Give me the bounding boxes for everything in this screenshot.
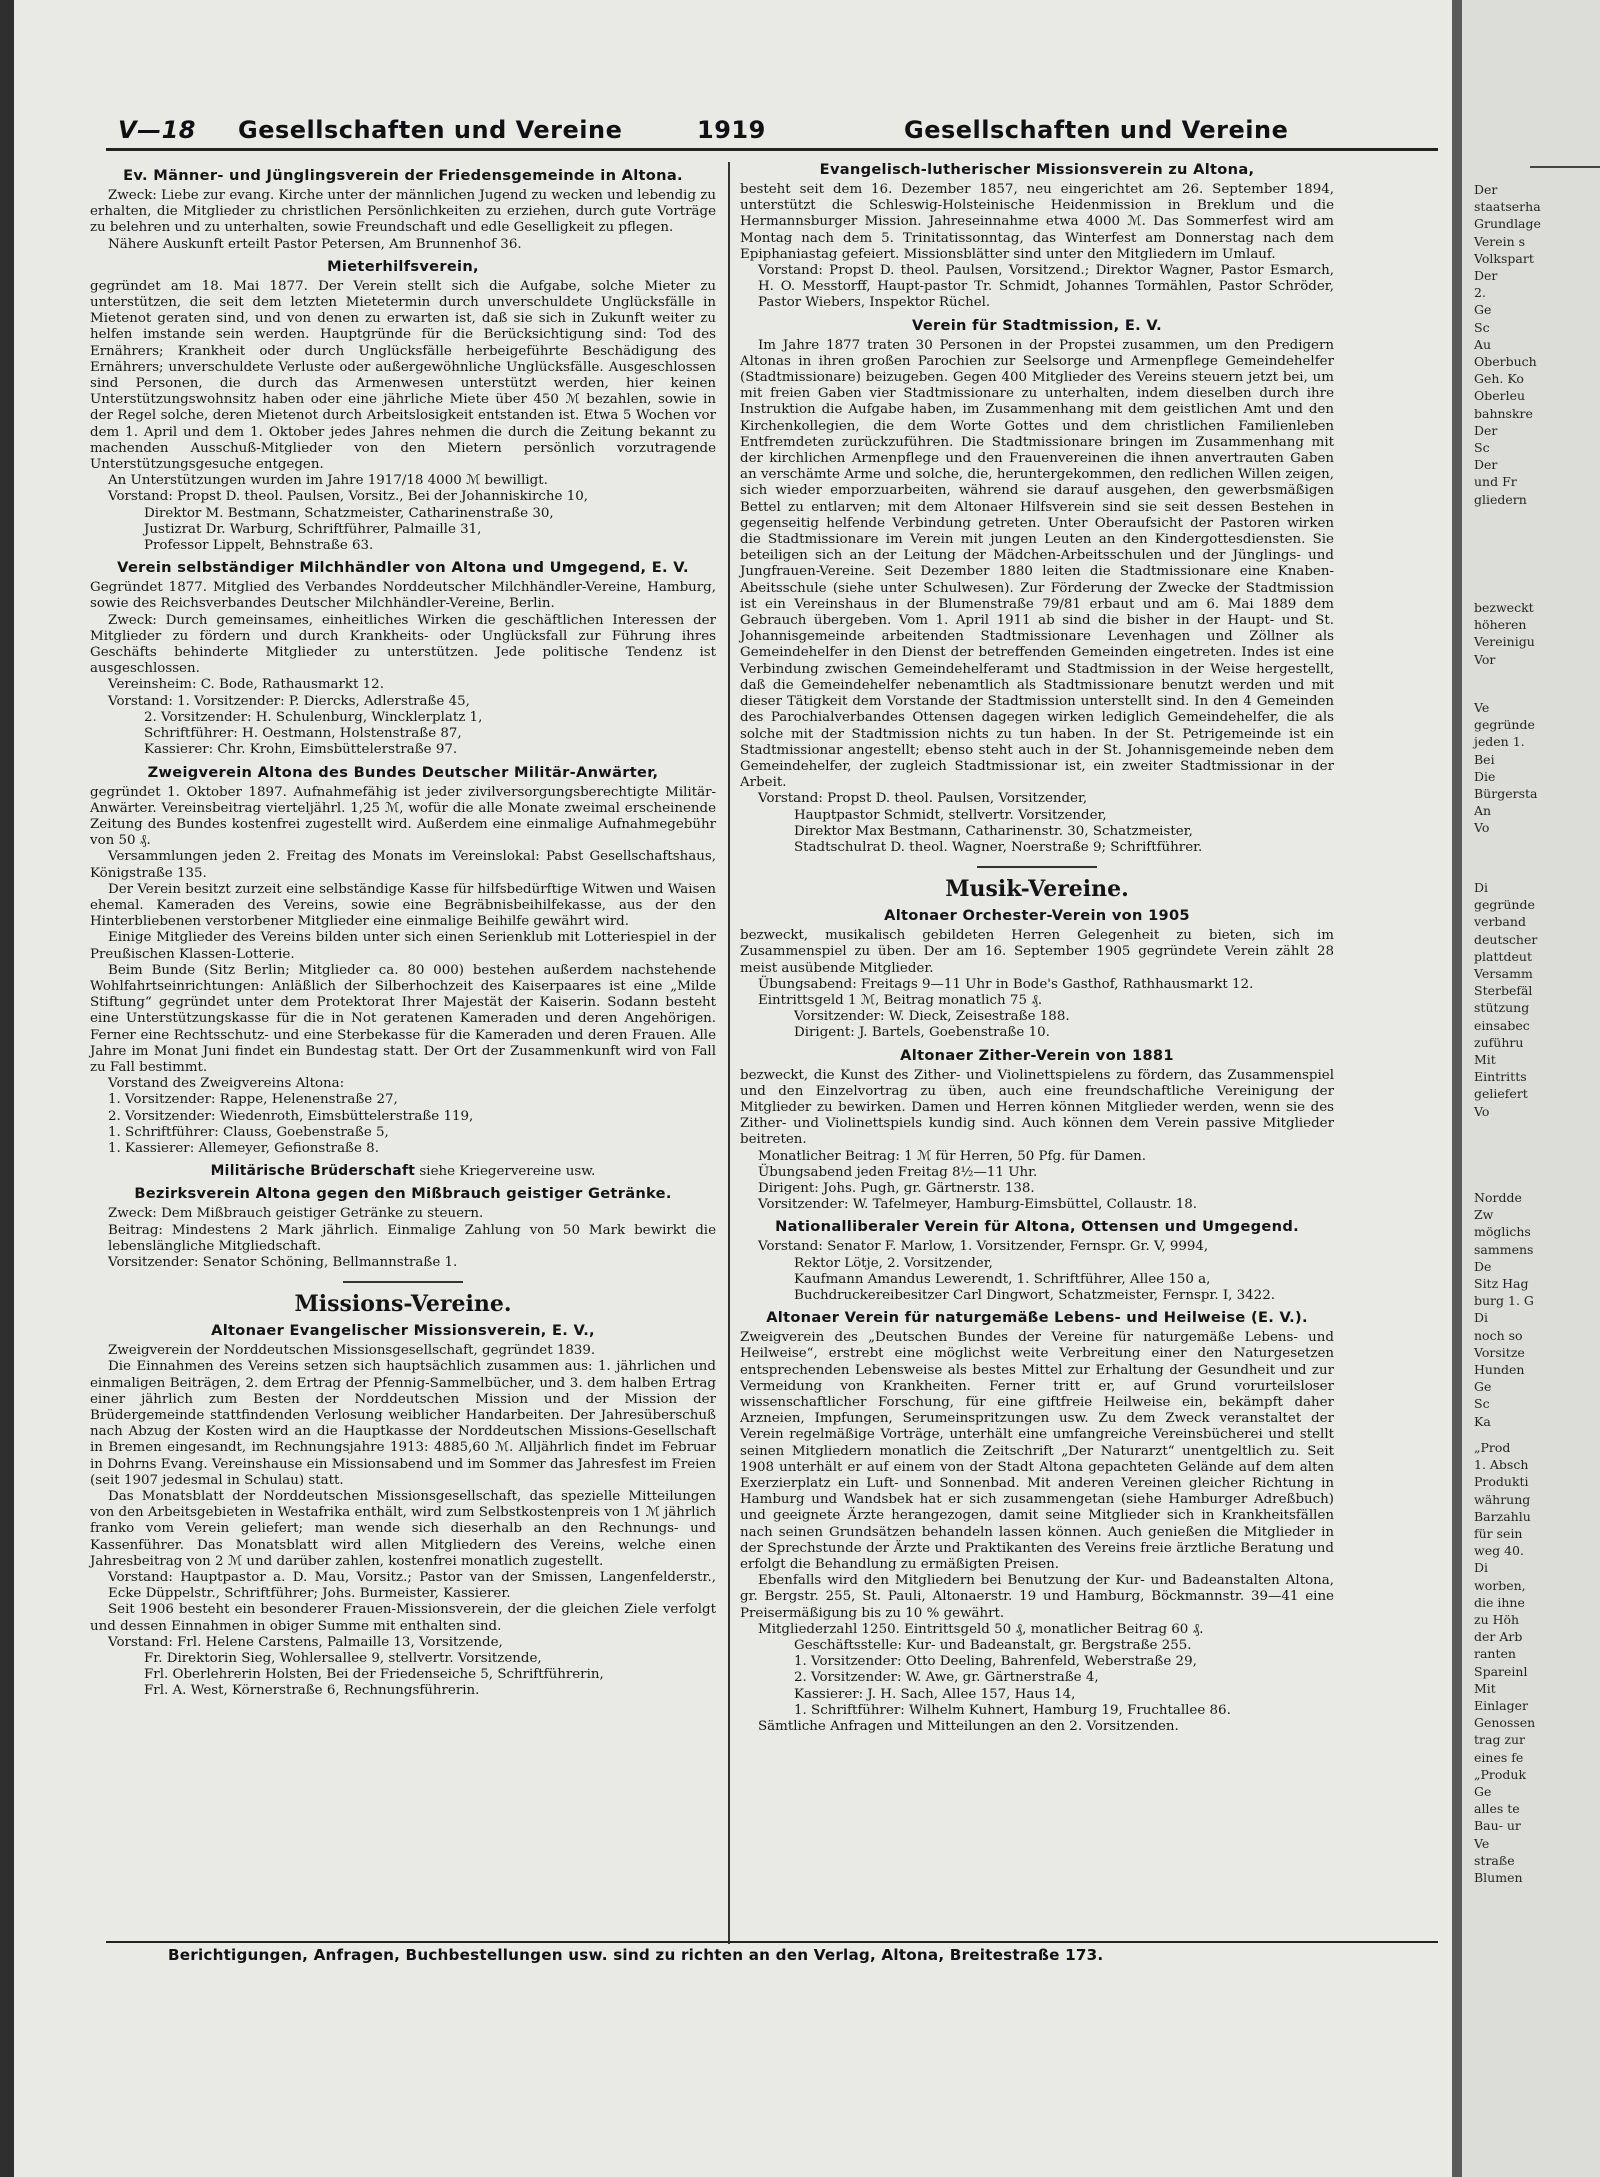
adjacent-page-fragment: Der	[1474, 182, 1498, 197]
text-line: Übungsabend: Freitags 9—11 Uhr in Bode's Gasthof, Rathhausmarkt 12.	[758, 976, 1254, 992]
adjacent-page-fragment: stützung	[1474, 1000, 1530, 1016]
section-heading: Mieterhilfsverein,	[327, 257, 479, 275]
text-line: 1. Schriftführer: Wilhelm Kuhnert, Hamburg 19, Fruchtallee 86.	[794, 1702, 1231, 1718]
adjacent-page-fragment: einsabec	[1474, 1017, 1530, 1033]
adjacent-page-fragment: Mit	[1474, 1680, 1496, 1696]
adjacent-page-fragment: bezweckt	[1474, 600, 1534, 615]
adjacent-page-fragment: Sterbefäl	[1474, 983, 1533, 999]
adjacent-page-fragment: Ge	[1474, 302, 1492, 318]
adjacent-page-fragment: Ve	[1474, 1835, 1490, 1851]
text-line: Vorsitzender: W. Dieck, Zeisestraße 188.	[794, 1009, 1070, 1025]
paragraph: Nähere Auskunft erteilt Pastor Petersen, Am Brunnenhof 36.	[108, 236, 522, 252]
section-heading: Bezirksverein Altona gegen den Mißbrauch geistiger Getränke.	[134, 1185, 672, 1203]
text-line: An Unterstützungen wurden im Jahre 1917/18 4000 ℳ bewilligt.	[108, 473, 548, 489]
adjacent-page-fragment: der Arb	[1474, 1629, 1523, 1645]
adjacent-page-fragment: eines fe	[1474, 1749, 1524, 1765]
text-line: Sämtliche Anfragen und Mitteilungen an den 2. Vorsitzenden.	[758, 1719, 1179, 1735]
paragraph: Ebenfalls wird den Mitgliedern bei Benutzung der Kur- und Badeanstalten Altona, gr. Bergstr. 255, St. Pauli, Altonaerstr. 19 und Hamburg, Böckmannstr. 39—41 eine Preisermäßigung bis zu 10 % gewährt.	[740, 1573, 1334, 1621]
text-line: 1. Kassierer: Allemeyer, Gefionstraße 8.	[108, 1140, 379, 1156]
text-line: Justizrat Dr. Warburg, Schriftführer, Palmaille 31,	[144, 521, 482, 537]
text-line: Rektor Lötje, 2. Vorsitzender,	[794, 1255, 993, 1271]
header-rule	[106, 148, 1438, 151]
adjacent-page-fragment: De	[1474, 1258, 1492, 1274]
adjacent-page-fragment: Der	[1474, 422, 1498, 438]
adjacent-page-fragment: staatserha	[1474, 199, 1541, 215]
text-line: Vorstand: Propst D. theol. Paulsen, Vorsitzend.; Direktor Wagner, Pastor Esmarch, H. O. Messtorff, Haupt-pastor Tr. Schmidt, Johannes Tormählen, Pastor Schröder, Pastor Wiebers, Inspektor Rüchel.	[758, 263, 1334, 311]
adjacent-page-fragment: Di	[1474, 1310, 1489, 1326]
adjacent-page-fragment: Vereinigu	[1474, 634, 1535, 650]
text-line: Frl. Oberlehrerin Holsten, Bei der Friedenseiche 5, Schriftführerin,	[144, 1667, 604, 1683]
text-line: Vorstand: Hauptpastor a. D. Mau, Vorsitz.; Pastor van der Smissen, Langenfelderstr., Ecke Düppelstr., Schriftführer; Johs. Burmeister, Kassierer.	[108, 1570, 716, 1602]
text-line: Mitgliederzahl 1250. Eintrittsgeld 50 ₰, monatlicher Beitrag 60 ₰.	[758, 1621, 1204, 1637]
text-line: Vorstand des Zweigvereins Altona:	[108, 1076, 345, 1092]
adjacent-page-fragment: Ka	[1474, 1413, 1491, 1429]
paragraph: Das Monatsblatt der Norddeutschen Missionsgesellschaft, das spezielle Mitteilungen von den Arbeitsgebieten in Westafrika enthält, wird zum Selbstkostenpreis von 1 ℳ jährlich franko vom Verein geliefert; man wende sich dieserhalb an den Rechnungs- und Kassenführer. Das Monatsblatt wird allen Mitgliedern des Vereins, welche einen Jahresbeitrag von 2 ℳ und darüber zahlen, kostenfrei monatlich zugestellt.	[90, 1489, 716, 1569]
text-line: Schriftführer: H. Oestmann, Holstenstraße 87,	[144, 726, 462, 742]
section-heading: Verein für Stadtmission, E. V.	[912, 316, 1162, 334]
section-separator	[977, 866, 1097, 868]
adjacent-page-fragment: Au	[1474, 336, 1492, 352]
text-line: 1. Schriftführer: Clauss, Goebenstraße 5,	[108, 1124, 389, 1140]
adjacent-page-fragment: Di	[1474, 1560, 1489, 1576]
adjacent-page-fragment: Barzahlu	[1474, 1508, 1531, 1524]
running-title-right: Gesellschaften und Vereine	[904, 116, 1289, 144]
text-line: Hauptpastor Schmidt, stellvertr. Vorsitzender,	[794, 807, 1107, 823]
adjacent-page-fragment: Spareinl	[1474, 1663, 1528, 1679]
adjacent-page-fragment: Bau- ur	[1474, 1818, 1521, 1834]
adjacent-page-fragment: Ge	[1474, 1784, 1492, 1799]
adjacent-page-fragment: möglichs	[1474, 1224, 1531, 1240]
text-line: Vorsitzender: W. Tafelmeyer, Hamburg-Eimsbüttel, Collaustr. 18.	[758, 1197, 1198, 1213]
adjacent-page-fragment: zuführu	[1474, 1034, 1524, 1050]
adjacent-page-fragment: Vorsitze	[1474, 1344, 1525, 1360]
running-title-left: Gesellschaften und Vereine	[238, 116, 623, 144]
paragraph: besteht seit dem 16. Dezember 1857, neu eingerichtet am 26. September 1894, unterstützt die Schleswig-Holsteinische Heidenmission in Breklum und die Hermannsburger Mission. Jahreseinnahme etwa 4000 ℳ. Das Sommerfest wird am Montag nach dem 5. Trinitatissonntag, das Winterfest am Donnerstag nach dem Epiphaniastag gefeiert. Missionsblätter sind unter den Mitgliedern im Umlauf.	[740, 182, 1334, 262]
adjacent-page-fragment: Vo	[1474, 1103, 1490, 1119]
adjacent-page-fragment: zu Höh	[1474, 1612, 1520, 1627]
right-column	[740, 162, 1334, 1735]
text-line: Vorstand: Senator F. Marlow, 1. Vorsitzender, Fernspr. Gr. V, 9994,	[758, 1239, 1209, 1255]
adjacent-page-fragment: „Produk	[1474, 1766, 1527, 1782]
adjacent-page-fragment: ranten	[1474, 1646, 1516, 1662]
adjacent-page-fragment: Volkspart	[1474, 250, 1534, 266]
adjacent-page-fragment: worben,	[1474, 1577, 1526, 1593]
paragraph: gegründet am 18. Mai 1877. Der Verein stellt sich die Aufgabe, solche Mieter zu unterstützen, die seit dem letzten Mietetermin durch unverschuldete Unglücksfälle in Mietenot geraten sind, und von denen zu erwarten ist, daß sie sich in Zukunft weiter zu helfen imstande sein werden. Hauptgründe für die Berücksichtigung sind: Tod des Ernährers; Krankheit oder durch Unglücksfälle herbeigeführte Beschädigung des Ernährers; unverschuldete Verluste oder außergewöhnliche Unglücksfälle. Ausgeschlossen sind Personen, die durch das Armenwesen unterstützt werden, hier keinen Unterstützungswohnsitz haben oder eine jährliche Miete über 450 ℳ bezahlen, sowie in der Regel solche, deren Mietenot durch Arbeitslosigkeit entstanden ist. Etwa 5 Wochen vor dem 1. April und dem 1. Oktober jedes Jahres nehmen die durch die Zeitung bekannt zu machenden Ausschuß-Mitglieder von den Mietern persönlich vorzutragende Unterstützungsgesuche entgegen.	[90, 278, 716, 473]
paragraph: Zweck: Liebe zur evang. Kirche unter der männlichen Jugend zu wecken und lebendig zu erhalten, die Mitglieder zu christlichen Persönlichkeiten zu erziehen, durch gute Vorträge zu belehren und zu unterhalten, sowie Freundschaft und edle Geselligkeit zu pflegen.	[90, 188, 716, 236]
adjacent-page-fragment: Eintritts	[1474, 1069, 1527, 1085]
paragraph: Zweck: Durch gemeinsames, einheitliches Wirken die geschäftlichen Interessen der Mitglieder zu fördern und durch Krankheits- oder Unglücksfall zur Führung ihres Geschäfts behinderte Mitglieder zu unterstützen. Jede politische Tendenz ist ausgeschlossen.	[90, 612, 716, 677]
adjacent-page-fragment: Ge	[1474, 1379, 1492, 1395]
paragraph: Der Verein besitzt zurzeit eine selbständige Kasse für hilfsbedürftige Witwen und Waisen ehemal. Kameraden des Vereins, sowie eine Begräbnisbeihilfekasse, aus der den Hinterbliebenen verstorbener Mitglieder eine einmalige Beihilfe gewährt wird.	[90, 881, 716, 930]
text-line: Vorstand: 1. Vorsitzender: P. Diercks, Adlerstraße 45,	[108, 693, 470, 709]
adjacent-page-fragment: weg 40.	[1474, 1543, 1524, 1559]
text-line: Vereinsheim: C. Bode, Rathausmarkt 12.	[108, 677, 384, 693]
adjacent-page-fragment: gliedern	[1474, 491, 1527, 507]
year-heading: 1919	[697, 116, 766, 144]
text-line: Direktor Max Bestmann, Catharinenstr. 30, Schatzmeister,	[794, 823, 1193, 839]
section-heading: Zweigverein Altona des Bundes Deutscher Militär-Anwärter,	[147, 763, 659, 781]
scan-edge-shadow	[0, 0, 14, 2177]
section-heading: Evangelisch-lutherischer Missionsverein zu Altona,	[819, 161, 1255, 178]
footer-notice: Berichtigungen, Anfragen, Buchbestellungen usw. sind zu richten an den Verlag, Altona, Breitestraße 173.	[168, 1946, 1104, 1964]
adjacent-page-fragment: Oberleu	[1474, 388, 1526, 404]
adjacent-page-fragment: Mit	[1474, 1052, 1496, 1067]
category-heading: Musik-Vereine.	[945, 876, 1129, 903]
adjacent-page-fragment: geliefert	[1474, 1086, 1528, 1102]
adjacent-page-fragment: verband	[1474, 914, 1526, 930]
adjacent-page-fragment: Einlager	[1474, 1698, 1528, 1713]
adjacent-page-fragment: Genossen	[1474, 1715, 1536, 1731]
adjacent-page-fragment: Blumen	[1474, 1870, 1523, 1885]
text-line: Kassierer: Chr. Krohn, Eimsbüttelerstraße 97.	[144, 742, 458, 758]
text-line: Vorsitzender: Senator Schöning, Bellmannstraße 1.	[108, 1254, 458, 1270]
adjacent-page-fragment: Sc	[1474, 440, 1490, 455]
section-heading: Altonaer Zither-Verein von 1881	[900, 1046, 1174, 1064]
text-line: Vorstand: Frl. Helene Carstens, Palmaille 13, Vorsitzende,	[108, 1634, 503, 1650]
adjacent-page-fragment: Versamm	[1474, 966, 1533, 981]
text-line: 2. Vorsitzender: H. Schulenburg, Wincklerplatz 1,	[144, 709, 483, 725]
adjacent-page-fragment: Die	[1474, 768, 1496, 784]
section-heading: Militärische Brüderschaft	[210, 1163, 416, 1180]
adjacent-page-fragment: Grundlage	[1474, 216, 1541, 232]
text-line: Dirigent: Johs. Pugh, gr. Gärtnerstr. 138.	[758, 1180, 1035, 1196]
text-line: 1. Vorsitzender: Otto Deeling, Bahrenfeld, Weberstraße 29,	[794, 1654, 1197, 1670]
adjacent-page-fragment: alles te	[1474, 1801, 1520, 1817]
left-column	[90, 162, 716, 1700]
adjacent-page-rule	[1530, 166, 1600, 168]
text-line: Direktor M. Bestmann, Schatzmeister, Catharinenstraße 30,	[144, 505, 554, 521]
text-line: Professor Lippelt, Behnstraße 63.	[144, 538, 374, 554]
text-line: Frl. A. West, Körnerstraße 6, Rechnungsführerin.	[144, 1683, 480, 1699]
paragraph: bezweckt, die Kunst des Zither- und Violinettspielens zu fördern, das Zusammenspiel und den Einzelvortrag zu üben, auch eine freundschaftliche Vereinigung der Mitglieder zu bewirken. Damen und Herren können Mitglieder werden, wenn sie des Zither- und Violinettspiels kundig sind. Auch können dem Verein passive Mitglieder beitreten.	[740, 1067, 1334, 1148]
footer-rule	[106, 1941, 1438, 1943]
paragraph: Gegründet 1877. Mitglied des Verbandes Norddeutscher Milchhändler-Vereine, Hamburg, sowie des Reichsverbandes Deutscher Milchhändler-Vereine, Berlin.	[90, 580, 716, 612]
adjacent-page-fragment: Verein s	[1474, 233, 1526, 249]
text-line: Eintrittsgeld 1 ℳ, Beitrag monatlich 75 ₰.	[758, 992, 1043, 1008]
paragraph: Im Jahre 1877 traten 30 Personen in der Propstei zusammen, um den Predigern Altonas in ihren großen Parochien zur Seelsorge und Armenpflege Gemeindehelfer (Stadtmissionare) beizugeben. Gegen 400 Mitglieder des Vereins steuern jetzt bei, um mit freien Gaben vier Stadtmissionare zu unterhalten, indem dieselben durch ihre Instruktion die Aufgabe haben, im Zusammenhang mit dem geistlichen Amt und den Kirchenkollegien, die dem Worte Gottes und dem christlichen Familienleben Entfremdeten zurückzuführen. Die Stadtmissionare bringen im Zusammenhang mit der kirchlichen Armenpflege und den Frauenvereinen die ihnen anvertrauten Gaben an verschämte Arme und solche, die, heruntergekommen, den redlichen Willen zeigen, sich wieder emporzuarbeiten, während sie darauf ausgehen, den gewerbsmäßigen Bettel zu entlarven; mit dem Altonaer Hilfsverein sind sie seit dessen Bestehen in gegenseitig helfende Verbindung getreten. Unter Oberaufsicht der Pastoren wirken die Stadtmissionare im Verein mit jungen Leuten an den Kindergottesdiensten. Sie beteiligen sich an der Leitung der Mädchen-Arbeitsschulen und der Jünglings- und Jungfrauen-Vereine. Seit Dezember 1880 leiten die Stadtmissionare eine Knaben-Abeitsschule (siehe unter Schulwesen). Zur Förderung der Zwecke der Stadtmission ist ein Vereinshaus in der Blumenstraße 79/81 erbaut und am 6. Mai 1889 dem Gebrauch übergeben. Vom 1. April 1911 ab sind die bisher in der Haupt- und St. Johannisgemeinde arbeitenden Stadtmissionare Levenhagen und Zöllner als Gemeindehelfer in den Dienst der betreffenden Gemeinden eingetreten. Indes ist eine Verbindung zwischen Gemeindehelferamt und Stadtmission in der Weise hergestellt, daß die Gemeindehelfer nebenamtlich als Stadtmissionare benutzt werden und mit dieser Tätigkeit dem Vorstande der Stadtmission unterstellt sind. In den 4 Gemeinden des Parochialverbandes Ottensen dagegen wirken lediglich Gemeindehelfer, die als solche mit der Stadtmission nichts zu tun haben. In der St. Petrigemeinde ist ein Stadtmissionar angestellt; ebenso steht auch in der St. Johannisgemeinde neben dem Gemeindehelfer, der zugleich Stadtmissionar ist, ein zweiter Stadtmissionar in der Arbeit.	[740, 337, 1334, 791]
adjacent-page-fragment: jeden 1.	[1474, 734, 1525, 750]
adjacent-page-fragment: 2.	[1474, 285, 1486, 301]
text-line: Dirigent: J. Bartels, Goebenstraße 10.	[794, 1025, 1050, 1041]
paragraph: bezweckt, musikalisch gebildeten Herren Gelegenheit zu bieten, sich im Zusammenspiel zu üben. Der am 16. September 1905 gegründete Verein zählt 28 meist ausübende Mitglieder.	[740, 928, 1334, 976]
adjacent-page-fragment: straße	[1474, 1852, 1515, 1868]
adjacent-page-fragment: Der	[1474, 268, 1498, 283]
adjacent-page-fragment: sammens	[1474, 1241, 1534, 1257]
category-heading: Missions-Vereine.	[294, 1291, 512, 1318]
adjacent-page-fragment: noch so	[1474, 1327, 1523, 1343]
paragraph: Zweigverein des „Deutschen Bundes der Vereine für naturgemäße Lebens- und Heilweise“, erstrebt eine möglichst weite Verbreitung einer den Naturgesetzen entsprechenden Lebensweise als bestes Mittel zur Erhaltung der Gesundheit und zur Vermeidung von Krankheiten. Ferner tritt er, auf Grund vorurteilsloser wissenschaftlicher Forschung, für eine giftfreie Heilweise ein, bekämpft daher Arzneien, Impfungen, Serumeinspritzungen usw. Zu dem Zweck veranstaltet der Verein regelmäßige Vorträge, unterhält eine umfangreiche Vereinsbücherei und stellt seinen Mitgliedern monatlich die Zeitschrift „Der Naturarzt“ unentgeltlich zu. Seit 1908 unterhält er auf einem von der Stadt Altona gepachteten Gelände auf dem alten Exerzierplatz ein Luft- und Sonnenbad. Mit anderen Vereinen gleicher Richtung in Hamburg und Wandsbek hat er sich zusammengetan (siehe Hamburger Adreßbuch) und geeignete Ärzte herangezogen, damit seine Mitglieder sich in Krankheitsfällen nach seinen Grundsätzen behandeln lassen können. Auch genießen die Mitglieder in der Sprechstunde der Ärzte und Praktikanten des Vereins freie ärztliche Beratung und erfolgt die Behandlung zu ermäßigten Preisen.	[740, 1330, 1334, 1573]
adjacent-page-fragment: Vo	[1474, 820, 1490, 836]
text-line: Fr. Direktorin Sieg, Wohlersallee 9, stellvertr. Vorsitzende,	[144, 1651, 542, 1667]
adjacent-page-fragment: Sc	[1474, 1396, 1490, 1412]
adjacent-page-fragment: deutscher	[1474, 931, 1538, 947]
column-divider	[728, 162, 730, 1944]
text-line: Beitrag: Mindestens 2 Mark jährlich. Einmalige Zahlung von 50 Mark bewirkt die lebenslängliche Mitgliedschaft.	[108, 1222, 716, 1254]
adjacent-page-fragment: Hunden	[1474, 1362, 1525, 1377]
adjacent-page-fragment: Produkti	[1474, 1474, 1529, 1490]
paragraph: Einige Mitglieder des Vereins bilden unter sich einen Serienklub mit Lotteriespiel in der Preußischen Klassen-Lotterie.	[90, 930, 716, 962]
adjacent-page-fragment: Bürgersta	[1474, 786, 1538, 801]
section-separator	[343, 1281, 463, 1283]
adjacent-page-fragment: Sc	[1474, 319, 1490, 335]
adjacent-page-fragment: Vor	[1474, 651, 1496, 667]
adjacent-page-fragment: bahnskre	[1474, 405, 1533, 421]
text-line: Vorstand: Propst D. theol. Paulsen, Vorsitzender,	[758, 791, 1088, 807]
text-line: 2. Vorsitzender: W. Awe, gr. Gärtnerstraße 4,	[794, 1670, 1099, 1686]
page-number: V—18	[118, 116, 196, 144]
text-line: Kassierer: J. H. Sach, Allee 157, Haus 14,	[794, 1686, 1076, 1702]
text-line: Übungsabend jeden Freitag 8½—11 Uhr.	[758, 1164, 1038, 1180]
adjacent-page-fragment: die ihne	[1474, 1594, 1525, 1610]
adjacent-page-fragment: „Prod	[1474, 1440, 1511, 1455]
adjacent-page-fragment: gegründe	[1474, 717, 1535, 733]
adjacent-page-fragment: An	[1474, 803, 1492, 819]
paragraph: Die Einnahmen des Vereins setzen sich hauptsächlich zusammen aus: 1. jährlichen und einmaligen Beiträgen, 2. dem Ertrag der Pfennig-Sammelbücher, und 3. dem halben Ertrag einer jährlich zum Besten der Norddeutschen Mission und der Mission der Brüdergemeinde stattfindenden Verlosung weiblicher Handarbeiten. Der Jahresüberschuß nach Abzug der Kosten wird an die Hauptkasse der Norddeutschen Missions-Gesellschaft in Bremen eingesandt, im Rechnungsjahre 1913: 4885,60 ℳ. Alljährlich findet im Februar in Dohrns Evang. Vereinshause ein Missionsabend und im Sommer das Jahresfest im Freien (seit 1907 jedesmal in Schulau) statt.	[90, 1359, 716, 1488]
section-heading: Verein selbständiger Milchhändler von Altona und Umgegend, E. V.	[117, 559, 689, 577]
text-line: Vorstand: Propst D. theol. Paulsen, Vorsitz., Bei der Johanniskirche 10,	[108, 489, 589, 505]
paragraph: Beim Bunde (Sitz Berlin; Mitglieder ca. 80 000) bestehen außerdem nachstehende Wohlfahrtseinrichtungen: Anläßlich der Silberhochzeit des Kaiserpaares ist eine „Milde Stiftung“ gegründet unter dem Protektorat Ihrer Majestät der Kaiserin. Sodann besteht eine Unterstützungskasse für die in Not geratenen Kameraden und deren Angehörigen. Ferner eine Rechtsschutz- und eine Sterbekasse für die Kameraden und deren Frauen. Alle Jahre im Monat Juni findet ein Bundestag statt. Der Ort der Zusammenkunft wird von Fall zu Fall bestimmt.	[90, 962, 716, 1075]
text-line: Kaufmann Amandus Lewerendt, 1. Schriftführer, Allee 150 a,	[794, 1271, 1211, 1287]
text-line: 1. Vorsitzender: Rappe, Helenenstraße 27,	[108, 1092, 398, 1108]
adjacent-page-fragment: währung	[1474, 1491, 1531, 1507]
paragraph: Versammlungen jeden 2. Freitag des Monats im Vereinslokal: Pabst Gesellschaftshaus, Königstraße 135.	[90, 849, 716, 881]
adjacent-page-fragment: Geh. Ko	[1474, 371, 1524, 387]
cross-reference	[90, 1163, 716, 1180]
paragraph: Zweigverein der Norddeutschen Missionsgesellschaft, gegründet 1839.	[108, 1343, 596, 1359]
section-heading: Nationalliberaler Verein für Altona, Ottensen und Umgegend.	[775, 1218, 1299, 1236]
adjacent-page-fragment: burg 1. G	[1474, 1293, 1534, 1309]
adjacent-page-fragment: Der	[1474, 457, 1498, 473]
adjacent-page-fragment: Bei	[1474, 751, 1495, 767]
text-line: Monatlicher Beitrag: 1 ℳ für Herren, 50 Pfg. für Damen.	[758, 1148, 1147, 1164]
adjacent-page-fragment: Nordde	[1474, 1190, 1522, 1205]
section-heading: Altonaer Orchester-Verein von 1905	[884, 907, 1190, 925]
adjacent-page-fragment: Zw	[1474, 1207, 1494, 1223]
paragraph: gegründet 1. Oktober 1897. Aufnahmefähig ist jeder zivilversorgungsberechtigte Militär-Anwärter. Vereinsbeitrag vierteljährl. 1,25 ℳ, wofür die alle Monate zweimal erscheinende Zeitung des Bundes kostenfrei zugestellt wird. Außerdem eine einmalige Aufnahmegebühr von 50 ₰.	[90, 784, 716, 849]
text-line: Buchdruckereibesitzer Carl Dingwort, Schatzmeister, Fernspr. I, 3422.	[794, 1287, 1275, 1303]
page-gutter	[1452, 0, 1462, 2177]
adjacent-page-fragment: gegründe	[1474, 897, 1535, 913]
text-line: 2. Vorsitzender: Wiedenroth, Eimsbüttelerstraße 119,	[108, 1108, 474, 1124]
section-heading: Ev. Männer- und Jünglingsverein der Friedensgemeinde in Altona.	[123, 167, 683, 184]
adjacent-page-fragment: Ve	[1474, 700, 1490, 715]
cross-reference-text: siehe Kriegervereine usw.	[415, 1164, 596, 1180]
adjacent-page-fragment: und Fr	[1474, 474, 1517, 490]
text-line: Geschäftsstelle: Kur- und Badeanstalt, gr. Bergstraße 255.	[794, 1638, 1192, 1654]
paragraph: Seit 1906 besteht ein besonderer Frauen-Missionsverein, der die gleichen Ziele verfolgt und dessen Einnahmen in obiger Summe mit enthalten sind.	[90, 1602, 716, 1634]
adjacent-page-fragment: für sein	[1474, 1526, 1523, 1541]
section-heading: Altonaer Verein für naturgemäße Lebens- und Heilweise (E. V.).	[766, 1309, 1308, 1327]
adjacent-page-fragment: Di	[1474, 880, 1489, 895]
adjacent-page-fragment: Oberbuch	[1474, 354, 1537, 369]
adjacent-page-fragment: 1. Absch	[1474, 1457, 1529, 1473]
section-heading: Altonaer Evangelischer Missionsverein, E. V.,	[211, 1322, 595, 1340]
adjacent-page-fragment: plattdeut	[1474, 948, 1532, 964]
adjacent-page-fragment: trag zur	[1474, 1732, 1526, 1748]
text-line: Stadtschulrat D. theol. Wagner, Noerstraße 9; Schriftführer.	[794, 839, 1203, 855]
adjacent-page-fragment: Sitz Hag	[1474, 1276, 1529, 1291]
text-line: Zweck: Dem Mißbrauch geistiger Getränke zu steuern.	[108, 1206, 484, 1222]
adjacent-page-fragment: höheren	[1474, 617, 1527, 633]
